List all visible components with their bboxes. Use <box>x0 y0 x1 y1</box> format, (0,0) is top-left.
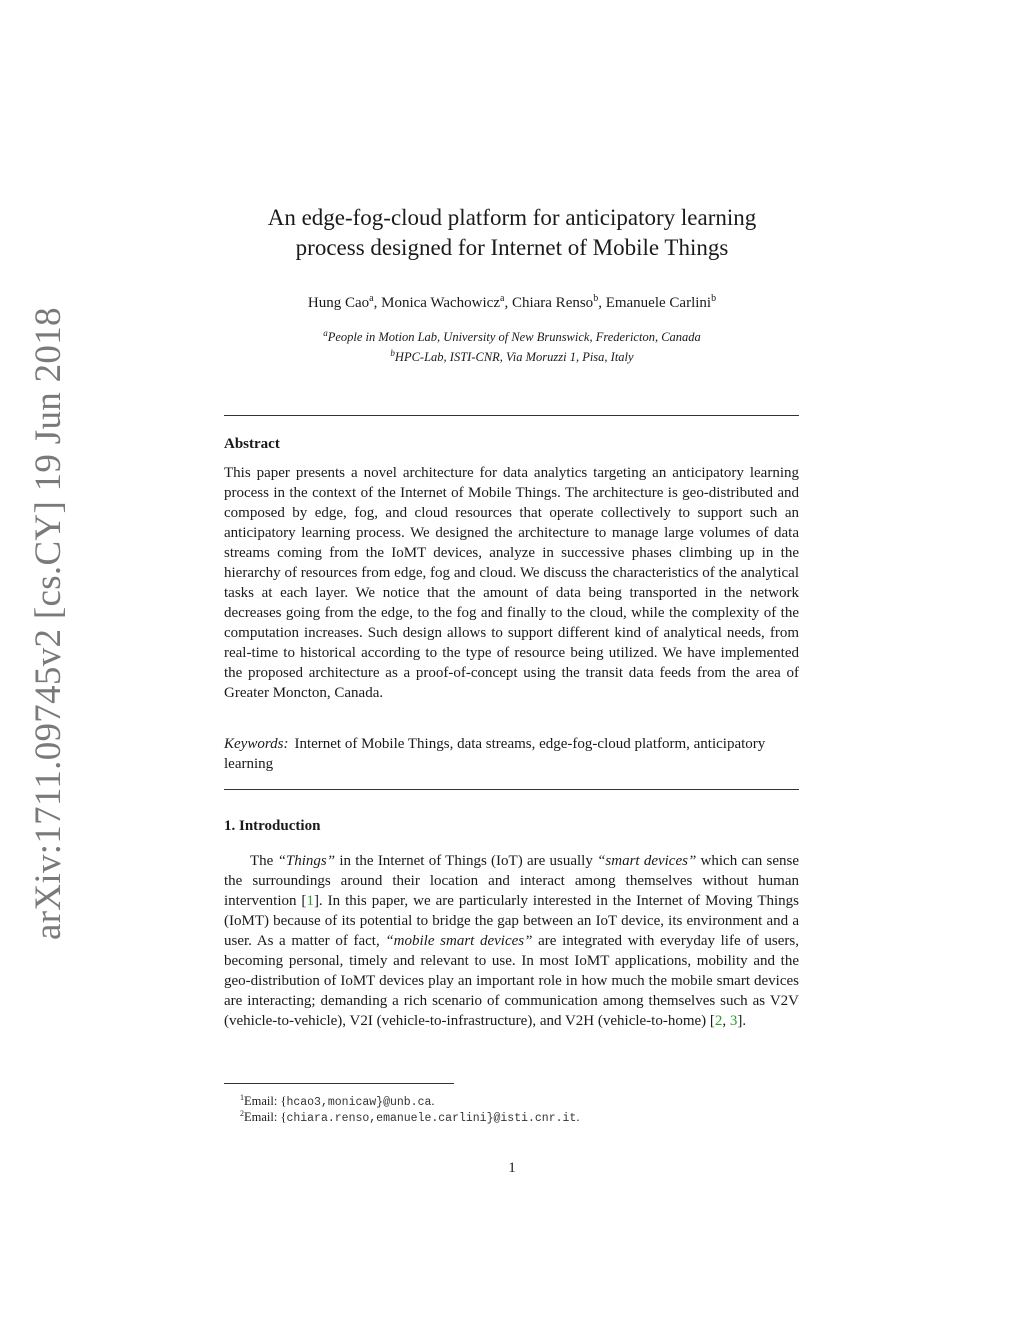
footnote-number: 2 <box>240 1109 244 1118</box>
title-line-2: process designed for Internet of Mobile Things <box>295 235 729 260</box>
affiliation-text: People in Motion Lab, University of New Brunswick, Fredericton, Canada <box>327 330 701 345</box>
intro-emphasis: “smart devices” <box>597 853 697 869</box>
keywords <box>224 734 799 774</box>
abstract-text: This paper presents a novel architecture for data analytics targeting an anticipatory learning process in the context of the Internet of Mobile Things. The architecture is geo-distributed and composed by edge, fog, and cloud resources that operate collectively to support such an anticipatory learning process. We designed the architecture to manage large volumes of data streams coming from the IoMT devices, analyze in successive phases climbing up in the hierarchy of resources from edge, fog and cloud. We discuss the characteristics of the analytical tasks at each layer. We notice that the amount of data being transported in the network decreases going from the edge, to the fog and finally to the cloud, while the complexity of the computation increases. Such design allows to support different kind of analytical needs, from real-time to historical according to the type of resource being utilized. We have implemented the proposed architecture as a proof-of-concept using the transit data feeds from the area of Greater Moncton, Canada. <box>224 465 799 701</box>
author-name: Hung Cao <box>307 295 370 311</box>
author-affil-mark: b <box>593 293 599 304</box>
footnote-number: 1 <box>240 1093 244 1102</box>
abstract-bottom-rule <box>224 789 799 790</box>
footnote-label: Email: { <box>244 1110 287 1125</box>
author-name: Emanuele Carlini <box>605 295 712 311</box>
section-heading-introduction: 1. Introduction <box>224 818 321 834</box>
intro-text: , <box>722 1013 730 1029</box>
author-separator: , <box>373 295 382 311</box>
intro-text: in the Internet of Things (IoT) are usually <box>335 853 598 869</box>
author-affil-mark: a <box>369 293 374 304</box>
intro-text: which can sense the surroundings around their location and interact among themselves without human intervention [ <box>224 853 799 909</box>
affiliation-mark: a <box>323 328 328 338</box>
introduction-paragraph <box>224 851 799 1031</box>
affiliation-text: HPC-Lab, ISTI-CNR, Via Moruzzi 1, Pisa, Italy <box>394 350 634 365</box>
author-affil-mark: b <box>711 293 717 304</box>
affiliation-b <box>200 345 824 365</box>
intro-emphasis: “Things” <box>277 853 336 869</box>
abstract-top-rule <box>224 415 799 416</box>
affiliation-mark: b <box>390 348 395 359</box>
intro-text: ]. <box>737 1013 747 1029</box>
author-separator: , <box>504 295 512 311</box>
intro-text: ]. In this paper, we are particularly interested in the Internet of Moving Things (IoMT) because of its potential to bridge the gap between an IoT device, its environment and a user. As a matter of fact, <box>224 893 799 949</box>
footnote-label: Email: { <box>244 1094 287 1109</box>
abstract-heading: Abstract <box>224 436 280 452</box>
footnote-end: . <box>431 1094 435 1109</box>
affiliation-a <box>200 325 824 345</box>
intro-text: The <box>250 853 278 869</box>
keywords-text: Internet of Mobile Things, data streams, edge-fog-cloud platform, anticipatory learning <box>224 736 766 772</box>
affiliations <box>200 325 824 365</box>
citation-link[interactable]: 3 <box>729 1013 738 1029</box>
page-number: 1 <box>508 1160 516 1176</box>
citation-link[interactable]: 1 <box>306 893 314 909</box>
paper-title <box>200 203 824 263</box>
footnote-2 <box>240 1106 579 1127</box>
keywords-label: Keywords: <box>224 736 289 752</box>
author-list <box>200 289 824 313</box>
footnote-rule <box>224 1083 454 1084</box>
author-separator: , <box>598 295 606 311</box>
author-name: Chiara Renso <box>511 295 594 311</box>
intro-emphasis: “mobile smart devices” <box>385 933 533 949</box>
footnote-end: . <box>576 1110 580 1125</box>
arxiv-identifier: arXiv:1711.09745v2 [cs.CY] 19 Jun 2018 <box>28 307 69 940</box>
intro-text: are integrated with everyday life of users, becoming personal, timely and relevant to use. In most IoMT applications, mobility and the geo-distribution of IoMT devices play an important role in how much the mobile smart devices are interacting; demanding a rich scenario of communication among themselves such as V2V (vehicle-to-vehicle), V2I (vehicle-to-infrastructure), and V2H (vehicle-to-home) [ <box>224 933 799 1029</box>
citation-link[interactable]: 2 <box>714 1013 723 1029</box>
email-address: hcao3,monicaw}@unb.ca <box>286 1096 432 1110</box>
email-address: chiara.renso,emanuele.carlini}@isti.cnr.it <box>286 1112 577 1126</box>
title-line-1: An edge-fog-cloud platform for anticipatory learning <box>267 205 757 230</box>
author-affil-mark: a <box>500 293 505 304</box>
author-name: Monica Wachowicz <box>381 295 500 311</box>
